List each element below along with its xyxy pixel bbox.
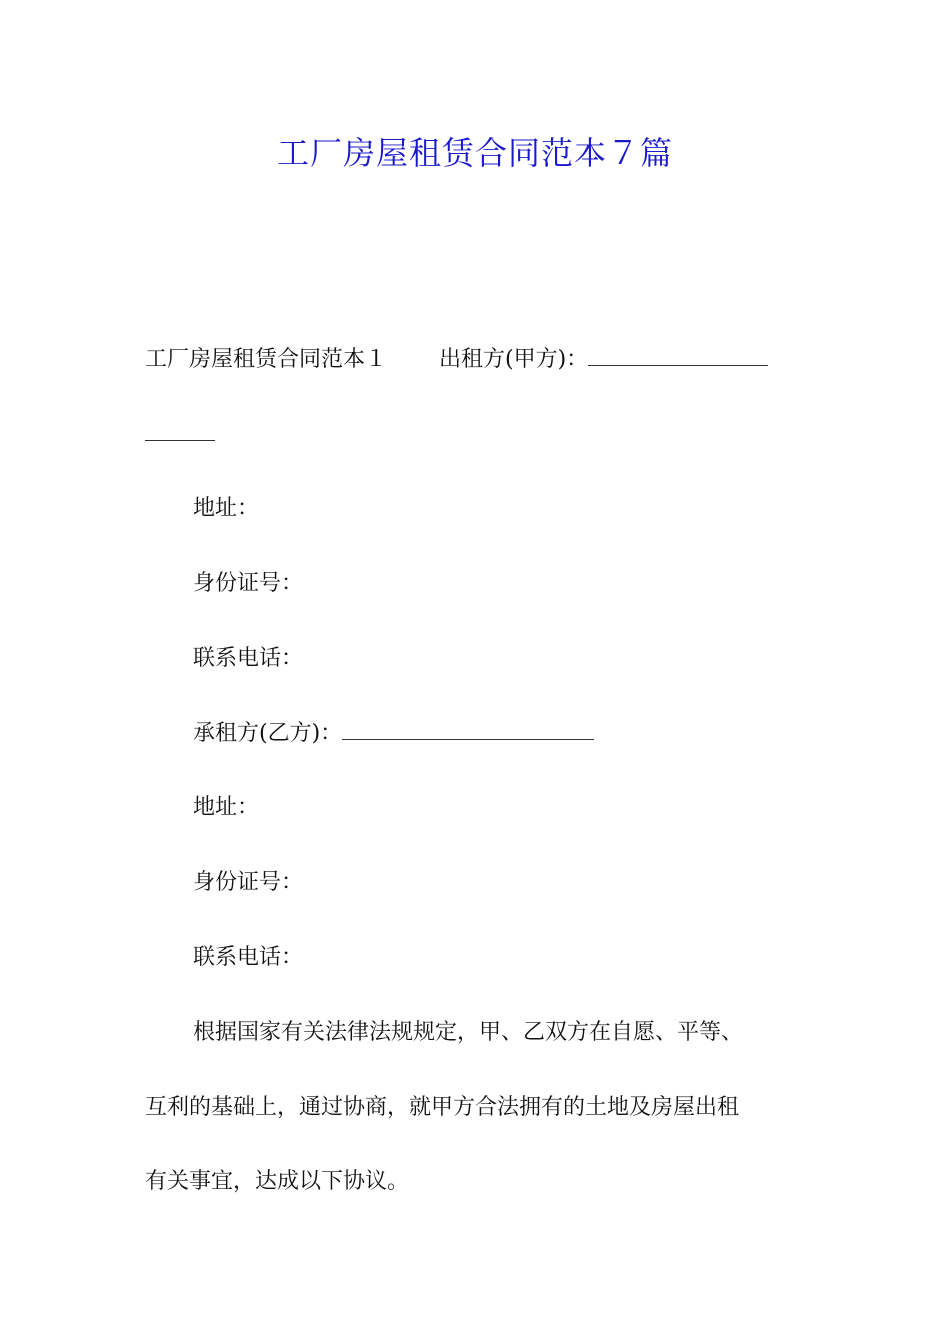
lessor-name-blank-continued	[145, 422, 215, 441]
lessor-id-label: 身份证号：	[193, 571, 304, 596]
lessor-label: 出租方(甲方)：	[439, 347, 589, 372]
lessee-address-label: 地址：	[193, 795, 260, 820]
body-paragraph-line-2: 互利的基础上，通过协商，就甲方合法拥有的土地及房屋出租	[145, 1095, 740, 1120]
lessor-phone-label: 联系电话：	[193, 646, 304, 671]
lessor-name-blank-continued-line	[145, 420, 810, 450]
lessee-phone-label: 联系电话：	[193, 945, 304, 970]
document-title: 工厂房屋租赁合同范本７篇	[276, 134, 673, 172]
lessee-id-label: 身份证号：	[193, 870, 304, 895]
body-paragraph-line-3: 有关事宜，达成以下协议。	[145, 1169, 410, 1194]
lessee-label: 承租方(乙方)：	[193, 721, 343, 746]
heading-line	[145, 345, 810, 375]
section-heading: 工厂房屋租赁合同范本１	[145, 347, 388, 372]
lessor-name-blank	[588, 347, 768, 366]
body-paragraph-line-1: 根据国家有关法律法规规定，甲、乙双方在自愿、平等、	[193, 1020, 744, 1045]
lessee-name-blank	[342, 721, 594, 740]
lessor-address-label: 地址：	[193, 496, 260, 521]
lessee-line	[193, 719, 858, 749]
